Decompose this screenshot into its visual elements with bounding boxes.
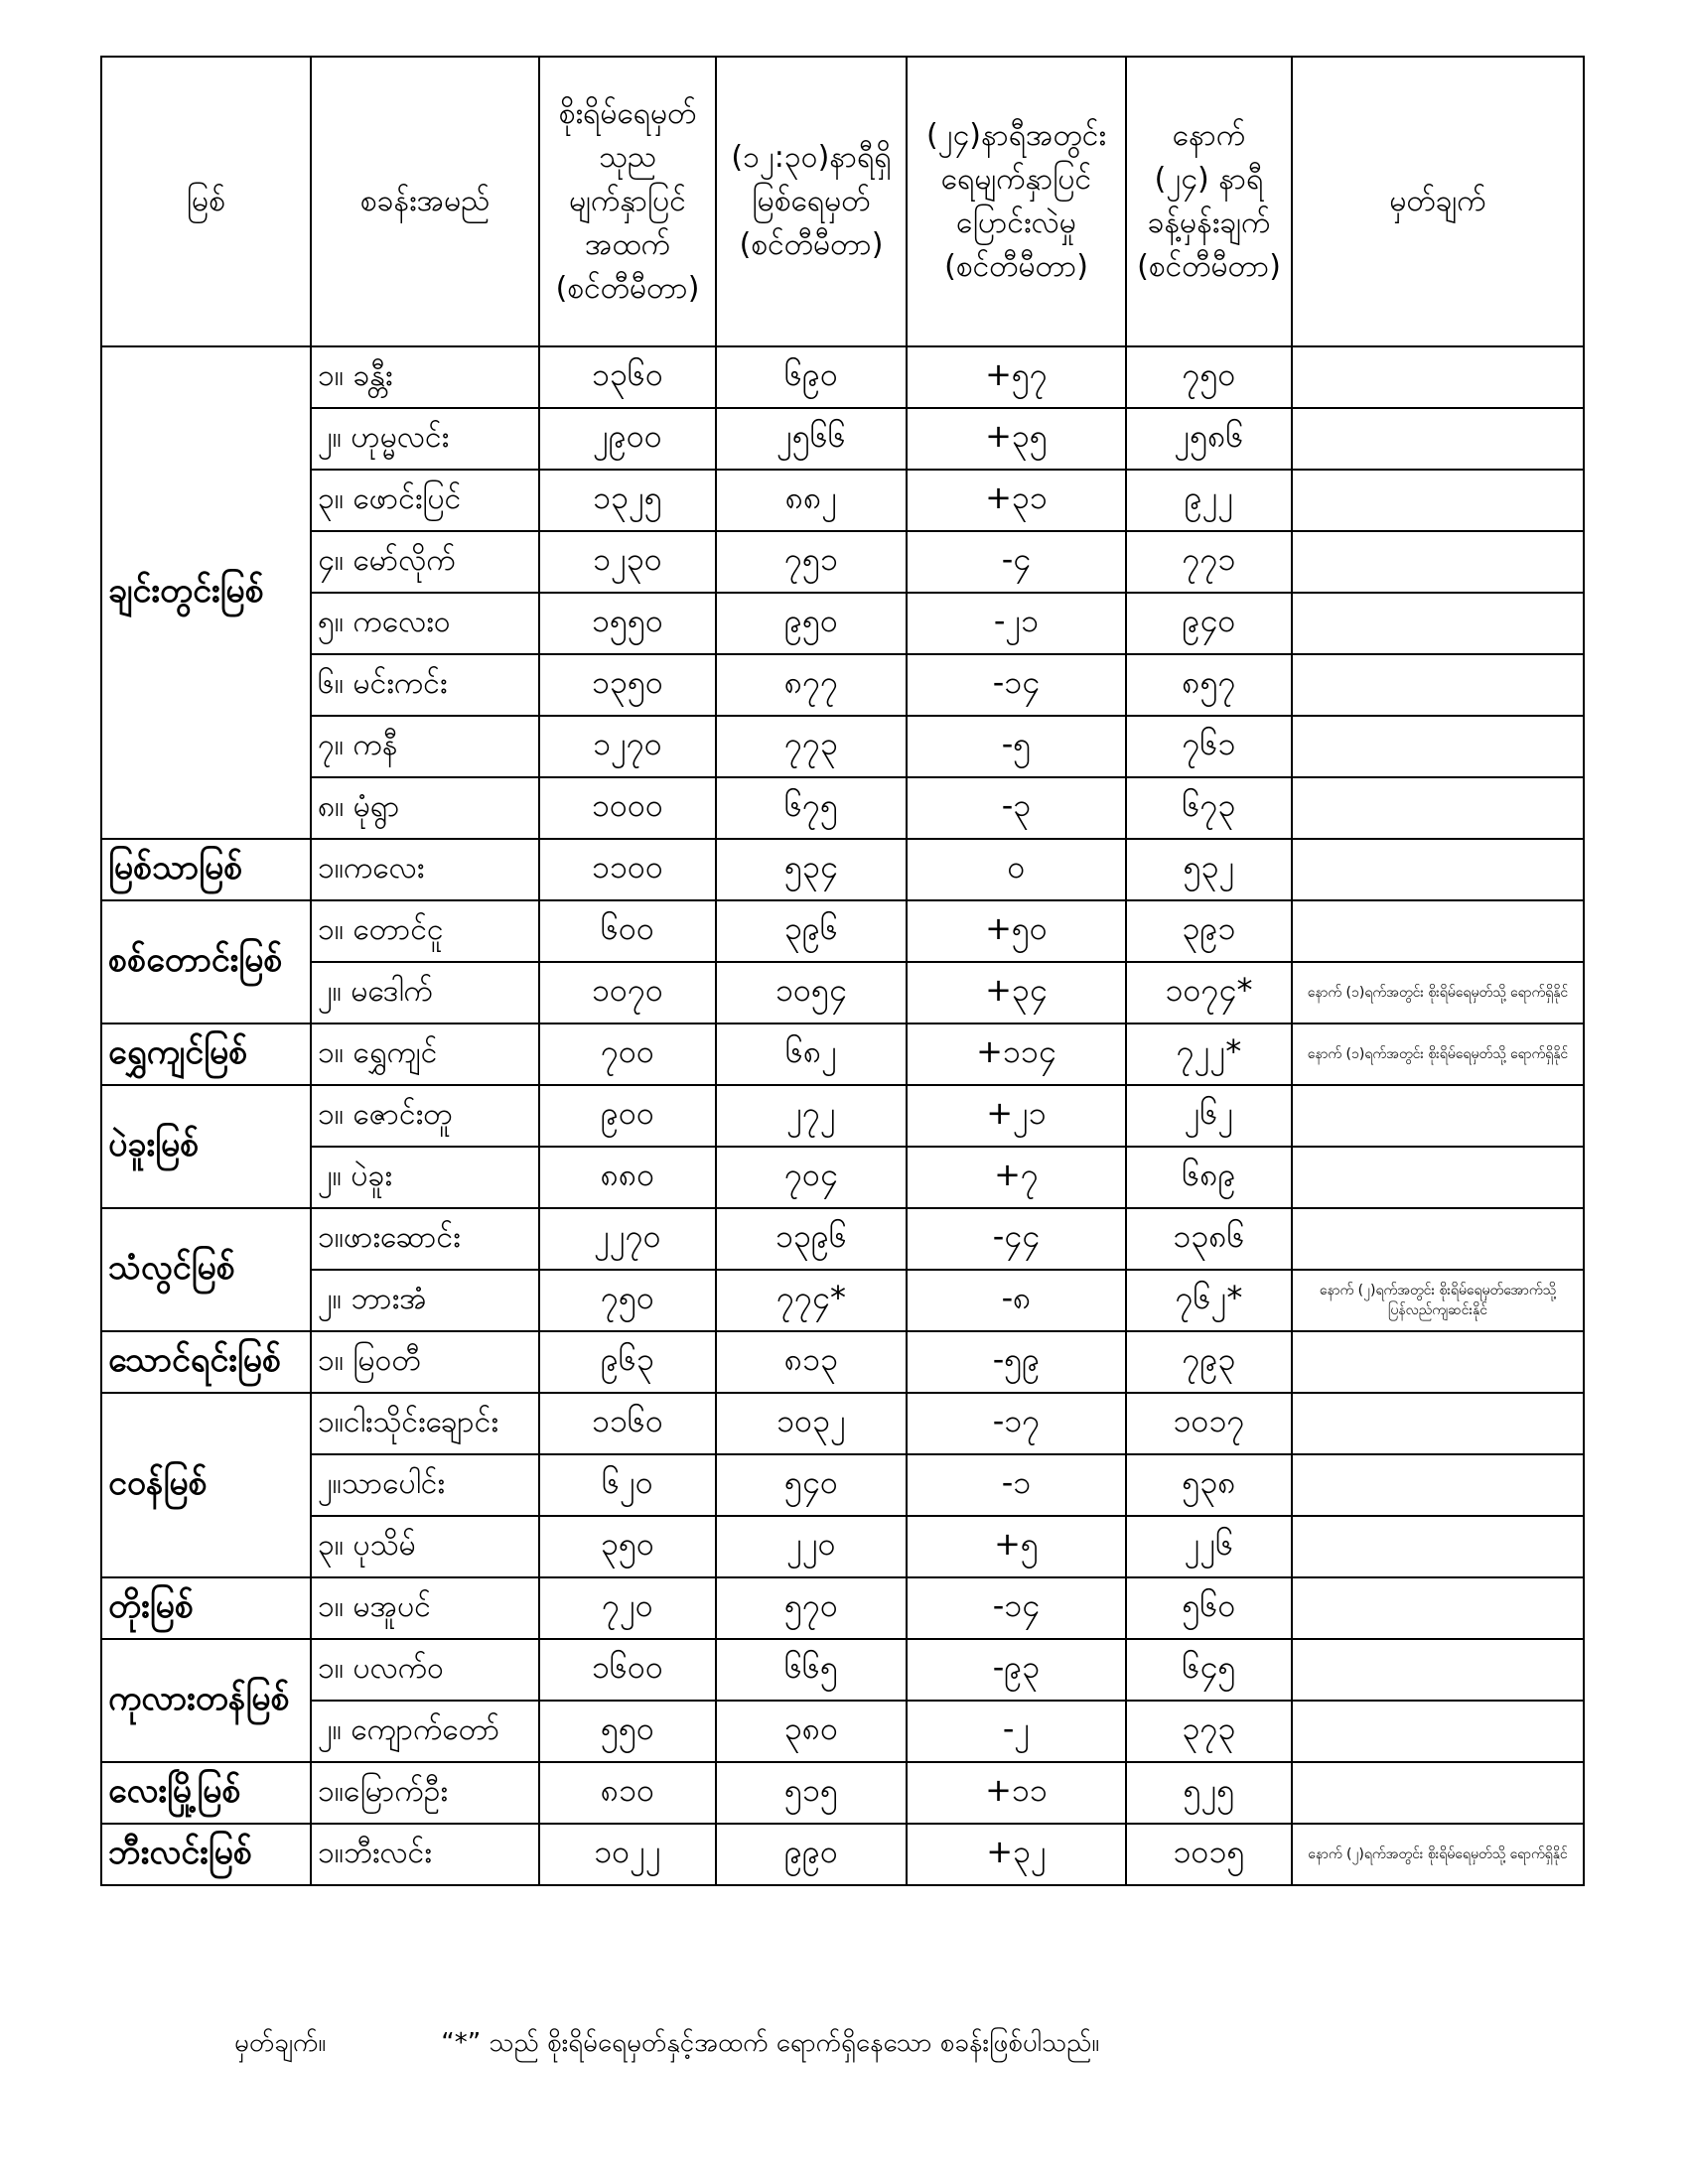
table-body xyxy=(101,346,1584,1885)
forecast-level: ၉၄၀ xyxy=(1126,593,1292,654)
table-row xyxy=(101,716,1584,777)
table-row xyxy=(101,654,1584,716)
remark xyxy=(1292,1085,1584,1147)
forecast-level: ၇၆၁ xyxy=(1126,716,1292,777)
header-line: (စင်တီမီတာ) xyxy=(739,227,884,262)
station-name: ၂။ မဒေါက် xyxy=(311,962,539,1024)
danger-level: ၆၀၀ xyxy=(539,900,716,962)
current-level: ၇၇၄* xyxy=(716,1270,907,1331)
station-name: ၁။ မြဝတီ xyxy=(311,1331,539,1393)
header-line: (စင်တီမီတာ) xyxy=(1137,249,1281,284)
forecast-level: ၇၂၂* xyxy=(1126,1024,1292,1085)
current-level: ၉၅၀ xyxy=(716,593,907,654)
danger-level: ၇၂၀ xyxy=(539,1577,716,1639)
level-change: -၁၇ xyxy=(907,1393,1126,1454)
header-line: စခန်းအမည် xyxy=(359,184,491,218)
current-level: ၆၆၅ xyxy=(716,1639,907,1701)
danger-level: ၂၉၀၀ xyxy=(539,408,716,470)
header-line: အထက် xyxy=(585,227,670,262)
header-line: မြစ် xyxy=(186,184,226,218)
current-level: ၇၅၁ xyxy=(716,531,907,593)
level-change: -၈ xyxy=(907,1270,1126,1331)
forecast-level: ၃၉၁ xyxy=(1126,900,1292,962)
current-level: ၇၀၄ xyxy=(716,1147,907,1208)
footnote xyxy=(234,2025,1099,2064)
table-row xyxy=(101,531,1584,593)
level-change: -၂ xyxy=(907,1701,1126,1762)
remark xyxy=(1292,1208,1584,1270)
river-name: သံလွင်မြစ် xyxy=(101,1208,311,1331)
remark xyxy=(1292,346,1584,408)
station-name: ၁။မြောက်ဦး xyxy=(311,1762,539,1824)
remark xyxy=(1292,900,1584,962)
station-name: ၂။ ပဲခူး xyxy=(311,1147,539,1208)
forecast-level: ၉၂၂ xyxy=(1126,470,1292,531)
header-line: ရေမျက်နှာပြင် xyxy=(940,162,1092,197)
level-change: -၄၄ xyxy=(907,1208,1126,1270)
station-name: ၁။ငါးသိုင်းချောင်း xyxy=(311,1393,539,1454)
river-name: ဘီးလင်းမြစ် xyxy=(101,1824,311,1885)
station-name: ၁။ မအူပင် xyxy=(311,1577,539,1639)
danger-level: ၃၅၀ xyxy=(539,1516,716,1577)
table-row xyxy=(101,1824,1584,1885)
danger-level: ၁၁၀၀ xyxy=(539,839,716,900)
level-change: +၁၁ xyxy=(907,1762,1126,1824)
danger-level: ၁၂၃၀ xyxy=(539,531,716,593)
remark: နောက် (၁)ရက်အတွင်း စိုးရိမ်ရေမှတ်သို့ ရောက်ရှိနိုင် xyxy=(1292,1024,1584,1085)
table-row xyxy=(101,1331,1584,1393)
danger-level: ၈၈၀ xyxy=(539,1147,716,1208)
remark: နောက် (၁)ရက်အတွင်း စိုးရိမ်ရေမှတ်သို့ ရောက်ရှိနိုင် xyxy=(1292,962,1584,1024)
level-change: +၃၄ xyxy=(907,962,1126,1024)
river-name: ကုလားတန်မြစ် xyxy=(101,1639,311,1762)
current-level: ၅၁၅ xyxy=(716,1762,907,1824)
table-row xyxy=(101,1639,1584,1701)
level-change: +၅၀ xyxy=(907,900,1126,962)
header-current-level xyxy=(716,57,907,346)
level-change: -၁၄ xyxy=(907,1577,1126,1639)
danger-level: ၈၁၀ xyxy=(539,1762,716,1824)
table-row xyxy=(101,470,1584,531)
station-name: ၁။ တောင်ငူ xyxy=(311,900,539,962)
remark xyxy=(1292,1147,1584,1208)
remark xyxy=(1292,1393,1584,1454)
header-line: (စင်တီမီတာ) xyxy=(555,271,700,306)
danger-level: ၁၃၅၀ xyxy=(539,654,716,716)
danger-level: ၁၅၅၀ xyxy=(539,593,716,654)
current-level: ၂၅၆၆ xyxy=(716,408,907,470)
danger-level: ၁၀၀၀ xyxy=(539,777,716,839)
header-line: (စင်တီမီတာ) xyxy=(944,249,1088,284)
header-river xyxy=(101,57,311,346)
river-name: ပဲခူးမြစ် xyxy=(101,1085,311,1208)
forecast-level: ၇၉၃ xyxy=(1126,1331,1292,1393)
footnote-text: “*” သည် စိုးရိမ်ရေမှတ်နှင့်အထက် ရောက်ရှိနေသော စခန်းဖြစ်ပါသည်။ xyxy=(441,2028,1100,2058)
header-line: မှတ်ချက် xyxy=(1389,184,1486,218)
station-name: ၄။ မော်လိုက် xyxy=(311,531,539,593)
danger-level: ၁၀၇၀ xyxy=(539,962,716,1024)
table-row xyxy=(101,1762,1584,1824)
danger-level: ၁၁၆၀ xyxy=(539,1393,716,1454)
header-line: (၁၂:၃၀)နာရီရှိ xyxy=(731,140,892,175)
level-change: -၅၉ xyxy=(907,1331,1126,1393)
table-row xyxy=(101,1024,1584,1085)
river-name: စစ်တောင်းမြစ် xyxy=(101,900,311,1024)
station-name: ၅။ ကလေးဝ xyxy=(311,593,539,654)
current-level: ၂၇၂ xyxy=(716,1085,907,1147)
forecast-level: ၁၀၁၇ xyxy=(1126,1393,1292,1454)
station-name: ၁။ ရွှေကျင် xyxy=(311,1024,539,1085)
station-name: ၁။ ဇောင်းတူ xyxy=(311,1085,539,1147)
table-row xyxy=(101,962,1584,1024)
remark xyxy=(1292,839,1584,900)
header-line: နောက် xyxy=(1172,118,1246,153)
remark xyxy=(1292,1701,1584,1762)
remark xyxy=(1292,777,1584,839)
remark: နောက် (၂)ရက်အတွင်း စိုးရိမ်ရေမှတ်သို့ ရောက်ရှိနိုင် xyxy=(1292,1824,1584,1885)
current-level: ၁၀၃၂ xyxy=(716,1393,907,1454)
station-name: ၁။ဘီးလင်း xyxy=(311,1824,539,1885)
danger-level: ၁၀၂၂ xyxy=(539,1824,716,1885)
danger-level: ၉၆၃ xyxy=(539,1331,716,1393)
station-name: ၁။ကလေး xyxy=(311,839,539,900)
table-row xyxy=(101,1085,1584,1147)
river-name: ရွှေကျင်မြစ် xyxy=(101,1024,311,1085)
remark xyxy=(1292,1454,1584,1516)
header-line: သုညမျက်နှာပြင် xyxy=(569,140,686,218)
danger-level: ၁၃၆၀ xyxy=(539,346,716,408)
level-change: +၇ xyxy=(907,1147,1126,1208)
station-name: ၁။ ခန္တီး xyxy=(311,346,539,408)
table-row xyxy=(101,1577,1584,1639)
level-change: -၅ xyxy=(907,716,1126,777)
table-row xyxy=(101,408,1584,470)
forecast-level: ၇၆၂* xyxy=(1126,1270,1292,1331)
remark xyxy=(1292,716,1584,777)
station-name: ၂။ ဟုမ္မလင်း xyxy=(311,408,539,470)
current-level: ၁၀၅၄ xyxy=(716,962,907,1024)
table-row xyxy=(101,1270,1584,1331)
level-change: +၁၁၄ xyxy=(907,1024,1126,1085)
level-change: -၃ xyxy=(907,777,1126,839)
station-name: ၆။ မင်းကင်း xyxy=(311,654,539,716)
current-level: ၆၉၀ xyxy=(716,346,907,408)
station-name: ၂။ ဘားအံ xyxy=(311,1270,539,1331)
remark xyxy=(1292,1639,1584,1701)
forecast-level: ၅၃၂ xyxy=(1126,839,1292,900)
header-24h-change xyxy=(907,57,1126,346)
river-name: မြစ်သာမြစ် xyxy=(101,839,311,900)
forecast-level: ၁၃၈၆ xyxy=(1126,1208,1292,1270)
level-change: -၄ xyxy=(907,531,1126,593)
table-row xyxy=(101,839,1584,900)
station-name: ၃။ ပုသိမ် xyxy=(311,1516,539,1577)
level-change: ၀ xyxy=(907,839,1126,900)
river-water-level-table xyxy=(100,56,1585,1886)
station-name: ၁။ ပလက်ဝ xyxy=(311,1639,539,1701)
forecast-level: ၅၆၀ xyxy=(1126,1577,1292,1639)
current-level: ၈၁၃ xyxy=(716,1331,907,1393)
current-level: ၃၉၆ xyxy=(716,900,907,962)
table-row xyxy=(101,777,1584,839)
level-change: +၃၁ xyxy=(907,470,1126,531)
header-remarks xyxy=(1292,57,1584,346)
forecast-level: ၁၀၁၅ xyxy=(1126,1824,1292,1885)
remark xyxy=(1292,470,1584,531)
river-name: သောင်ရင်းမြစ် xyxy=(101,1331,311,1393)
header-line: ခန့်မှန်းချက် xyxy=(1147,205,1271,240)
level-change: +၃၂ xyxy=(907,1824,1126,1885)
current-level: ၁၃၉၆ xyxy=(716,1208,907,1270)
forecast-level: ၅၃၈ xyxy=(1126,1454,1292,1516)
river-name: ချင်းတွင်းမြစ် xyxy=(101,346,311,839)
danger-level: ၁၆၀၀ xyxy=(539,1639,716,1701)
remark xyxy=(1292,1577,1584,1639)
station-name: ၈။ မုံရွာ xyxy=(311,777,539,839)
forecast-level: ၂၆၂ xyxy=(1126,1085,1292,1147)
level-change: +၃၅ xyxy=(907,408,1126,470)
forecast-level: ၇၇၁ xyxy=(1126,531,1292,593)
danger-level: ၁၃၂၅ xyxy=(539,470,716,531)
forecast-level: ၁၀၇၄* xyxy=(1126,962,1292,1024)
header-line: မြစ်ရေမှတ် xyxy=(752,184,871,218)
danger-level: ၉၀၀ xyxy=(539,1085,716,1147)
forecast-level: ၅၂၅ xyxy=(1126,1762,1292,1824)
table-header-row xyxy=(101,57,1584,346)
remark xyxy=(1292,531,1584,593)
station-name: ၂။သာပေါင်း xyxy=(311,1454,539,1516)
current-level: ၅၇၀ xyxy=(716,1577,907,1639)
header-line: ပြောင်းလဲမှု xyxy=(956,205,1076,240)
header-station xyxy=(311,57,539,346)
danger-level: ၁၂၇၀ xyxy=(539,716,716,777)
level-change: +၂၁ xyxy=(907,1085,1126,1147)
remark: နောက် (၂)ရက်အတွင်း စိုးရိမ်ရေမှတ်အောက်သို့ ပြန်လည်ကျဆင်းနိုင် xyxy=(1292,1270,1584,1331)
level-change: +၅ xyxy=(907,1516,1126,1577)
danger-level: ၇၀၀ xyxy=(539,1024,716,1085)
current-level: ၆၈၂ xyxy=(716,1024,907,1085)
forecast-level: ၇၅၀ xyxy=(1126,346,1292,408)
remark xyxy=(1292,1762,1584,1824)
danger-level: ၅၅၀ xyxy=(539,1701,716,1762)
remark xyxy=(1292,1516,1584,1577)
river-name: ငဝန်မြစ် xyxy=(101,1393,311,1577)
table-row xyxy=(101,1516,1584,1577)
current-level: ၅၃၄ xyxy=(716,839,907,900)
current-level: ၈၈၂ xyxy=(716,470,907,531)
table-row xyxy=(101,900,1584,962)
forecast-level: ၂၅၈၆ xyxy=(1126,408,1292,470)
station-name: ၃။ ဖောင်းပြင် xyxy=(311,470,539,531)
table-row xyxy=(101,1208,1584,1270)
footnote-label: မှတ်ချက်။ xyxy=(234,2028,327,2058)
forecast-level: ၆၈၉ xyxy=(1126,1147,1292,1208)
current-level: ၈၇၇ xyxy=(716,654,907,716)
current-level: ၂၂၀ xyxy=(716,1516,907,1577)
current-level: ၇၇၃ xyxy=(716,716,907,777)
danger-level: ၆၂၀ xyxy=(539,1454,716,1516)
remark xyxy=(1292,654,1584,716)
table-row xyxy=(101,593,1584,654)
table-row xyxy=(101,346,1584,408)
forecast-level: ၈၅၇ xyxy=(1126,654,1292,716)
remark xyxy=(1292,593,1584,654)
header-line: (၂၄) နာရီ xyxy=(1154,162,1264,197)
forecast-level: ၆၇၃ xyxy=(1126,777,1292,839)
forecast-level: ၂၂၆ xyxy=(1126,1516,1292,1577)
current-level: ၆၇၅ xyxy=(716,777,907,839)
forecast-level: ၆၄၅ xyxy=(1126,1639,1292,1701)
table-row xyxy=(101,1393,1584,1454)
river-name: လေးမြို့မြစ် xyxy=(101,1762,311,1824)
danger-level: ၇၅၀ xyxy=(539,1270,716,1331)
current-level: ၅၄၀ xyxy=(716,1454,907,1516)
danger-level: ၂၂၇၀ xyxy=(539,1208,716,1270)
header-line: (၂၄)နာရီအတွင်း xyxy=(925,118,1107,153)
remark xyxy=(1292,1331,1584,1393)
level-change: -၉၃ xyxy=(907,1639,1126,1701)
river-name: တိုးမြစ် xyxy=(101,1577,311,1639)
table-row xyxy=(101,1701,1584,1762)
remark xyxy=(1292,408,1584,470)
table-row xyxy=(101,1454,1584,1516)
station-name: ၂။ ကျောက်တော် xyxy=(311,1701,539,1762)
current-level: ၃၈၀ xyxy=(716,1701,907,1762)
table-row xyxy=(101,1147,1584,1208)
header-danger-level xyxy=(539,57,716,346)
forecast-level: ၃၇၃ xyxy=(1126,1701,1292,1762)
station-name: ၁။ဖားဆောင်း xyxy=(311,1208,539,1270)
header-24h-forecast xyxy=(1126,57,1292,346)
header-line: စိုးရိမ်ရေမှတ် xyxy=(558,96,697,131)
level-change: -၂၁ xyxy=(907,593,1126,654)
station-name: ၇။ ကနီ xyxy=(311,716,539,777)
current-level: ၉၉၀ xyxy=(716,1824,907,1885)
level-change: -၁၄ xyxy=(907,654,1126,716)
level-change: +၅၇ xyxy=(907,346,1126,408)
level-change: -၁ xyxy=(907,1454,1126,1516)
